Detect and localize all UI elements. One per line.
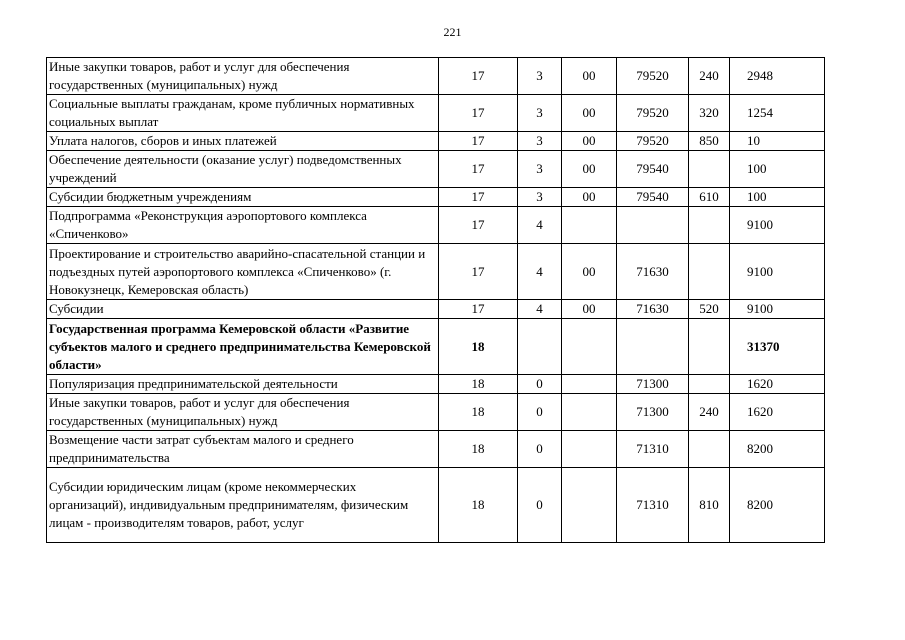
amount: 31370 bbox=[730, 319, 825, 375]
program-code bbox=[562, 319, 617, 375]
amount: 100 bbox=[730, 188, 825, 207]
budget-table bbox=[46, 57, 825, 543]
program-code: 00 bbox=[562, 244, 617, 300]
section-code: 18 bbox=[439, 319, 518, 375]
subsection-code: 4 bbox=[518, 300, 562, 319]
expense-type-code bbox=[689, 151, 730, 188]
program-code: 00 bbox=[562, 132, 617, 151]
section-code: 18 bbox=[439, 394, 518, 431]
amount: 9100 bbox=[730, 207, 825, 244]
section-code: 17 bbox=[439, 151, 518, 188]
amount: 8200 bbox=[730, 468, 825, 543]
table-row bbox=[47, 431, 825, 468]
program-code: 00 bbox=[562, 95, 617, 132]
program-code bbox=[562, 431, 617, 468]
direction-code: 71310 bbox=[617, 431, 689, 468]
section-code: 17 bbox=[439, 58, 518, 95]
direction-code: 71630 bbox=[617, 244, 689, 300]
direction-code: 79520 bbox=[617, 58, 689, 95]
direction-code: 71630 bbox=[617, 300, 689, 319]
program-code bbox=[562, 375, 617, 394]
table-row bbox=[47, 188, 825, 207]
amount: 10 bbox=[730, 132, 825, 151]
amount: 9100 bbox=[730, 244, 825, 300]
program-code: 00 bbox=[562, 151, 617, 188]
subsection-code: 3 bbox=[518, 188, 562, 207]
row-name: Иные закупки товаров, работ и услуг для обеспечения государственных (муниципальных) нужд bbox=[47, 394, 439, 431]
program-code bbox=[562, 468, 617, 543]
row-name: Обеспечение деятельности (оказание услуг) подведомственных учреждений bbox=[47, 151, 439, 188]
expense-type-code: 320 bbox=[689, 95, 730, 132]
amount: 100 bbox=[730, 151, 825, 188]
direction-code: 79540 bbox=[617, 188, 689, 207]
expense-type-code bbox=[689, 244, 730, 300]
program-code: 00 bbox=[562, 300, 617, 319]
table-row bbox=[47, 95, 825, 132]
direction-code: 71300 bbox=[617, 375, 689, 394]
row-name: Субсидии bbox=[47, 300, 439, 319]
section-code: 17 bbox=[439, 300, 518, 319]
direction-code: 71300 bbox=[617, 394, 689, 431]
budget-table-body bbox=[47, 58, 825, 543]
subsection-code: 3 bbox=[518, 95, 562, 132]
amount: 1254 bbox=[730, 95, 825, 132]
subsection-code: 0 bbox=[518, 394, 562, 431]
program-code bbox=[562, 207, 617, 244]
direction-code: 79520 bbox=[617, 132, 689, 151]
row-name: Подпрограмма «Реконструкция аэропортового комплекса «Спиченково» bbox=[47, 207, 439, 244]
amount: 1620 bbox=[730, 375, 825, 394]
expense-type-code bbox=[689, 431, 730, 468]
amount: 8200 bbox=[730, 431, 825, 468]
subsection-code: 3 bbox=[518, 58, 562, 95]
table-row bbox=[47, 58, 825, 95]
table-row bbox=[47, 132, 825, 151]
direction-code bbox=[617, 207, 689, 244]
expense-type-code: 850 bbox=[689, 132, 730, 151]
amount: 2948 bbox=[730, 58, 825, 95]
expense-type-code bbox=[689, 375, 730, 394]
table-row bbox=[47, 319, 825, 375]
section-code: 17 bbox=[439, 188, 518, 207]
direction-code: 79520 bbox=[617, 95, 689, 132]
subsection-code: 3 bbox=[518, 151, 562, 188]
subsection-code bbox=[518, 319, 562, 375]
subsection-code: 0 bbox=[518, 468, 562, 543]
table-row bbox=[47, 244, 825, 300]
table-row bbox=[47, 300, 825, 319]
table-row bbox=[47, 375, 825, 394]
expense-type-code: 240 bbox=[689, 58, 730, 95]
direction-code: 79540 bbox=[617, 151, 689, 188]
direction-code: 71310 bbox=[617, 468, 689, 543]
table-row bbox=[47, 151, 825, 188]
subsection-code: 3 bbox=[518, 132, 562, 151]
program-code: 00 bbox=[562, 58, 617, 95]
expense-type-code bbox=[689, 319, 730, 375]
section-code: 17 bbox=[439, 95, 518, 132]
row-name: Популяризация предпринимательской деятельности bbox=[47, 375, 439, 394]
amount: 9100 bbox=[730, 300, 825, 319]
section-code: 18 bbox=[439, 375, 518, 394]
section-code: 17 bbox=[439, 207, 518, 244]
amount: 1620 bbox=[730, 394, 825, 431]
table-row bbox=[47, 468, 825, 543]
row-name: Проектирование и строительство аварийно-спасательной станции и подъездных путей аэропортового комплекса «Спиченково» (г. Новокузнецк, Кемеровская область) bbox=[47, 244, 439, 300]
row-name: Иные закупки товаров, работ и услуг для обеспечения государственных (муниципальных) нужд bbox=[47, 58, 439, 95]
program-code bbox=[562, 394, 617, 431]
subsection-code: 4 bbox=[518, 207, 562, 244]
expense-type-code bbox=[689, 207, 730, 244]
section-code: 17 bbox=[439, 132, 518, 151]
subsection-code: 4 bbox=[518, 244, 562, 300]
row-name: Субсидии юридическим лицам (кроме некоммерческих организаций), индивидуальным предпринимателям, физическим лицам - производителям товаров, работ, услуг bbox=[47, 468, 439, 543]
direction-code bbox=[617, 319, 689, 375]
table-row bbox=[47, 207, 825, 244]
row-name: Возмещение части затрат субъектам малого и среднего предпринимательства bbox=[47, 431, 439, 468]
expense-type-code: 610 bbox=[689, 188, 730, 207]
row-name: Уплата налогов, сборов и иных платежей bbox=[47, 132, 439, 151]
expense-type-code: 810 bbox=[689, 468, 730, 543]
section-code: 17 bbox=[439, 244, 518, 300]
program-code: 00 bbox=[562, 188, 617, 207]
expense-type-code: 520 bbox=[689, 300, 730, 319]
page-number: 221 bbox=[443, 25, 462, 39]
section-code: 18 bbox=[439, 431, 518, 468]
row-name: Государственная программа Кемеровской области «Развитие субъектов малого и среднего предпринимательства Кемеровской области» bbox=[47, 319, 439, 375]
expense-type-code: 240 bbox=[689, 394, 730, 431]
section-code: 18 bbox=[439, 468, 518, 543]
subsection-code: 0 bbox=[518, 375, 562, 394]
row-name: Социальные выплаты гражданам, кроме публичных нормативных социальных выплат bbox=[47, 95, 439, 132]
table-row bbox=[47, 394, 825, 431]
subsection-code: 0 bbox=[518, 431, 562, 468]
row-name: Субсидии бюджетным учреждениям bbox=[47, 188, 439, 207]
